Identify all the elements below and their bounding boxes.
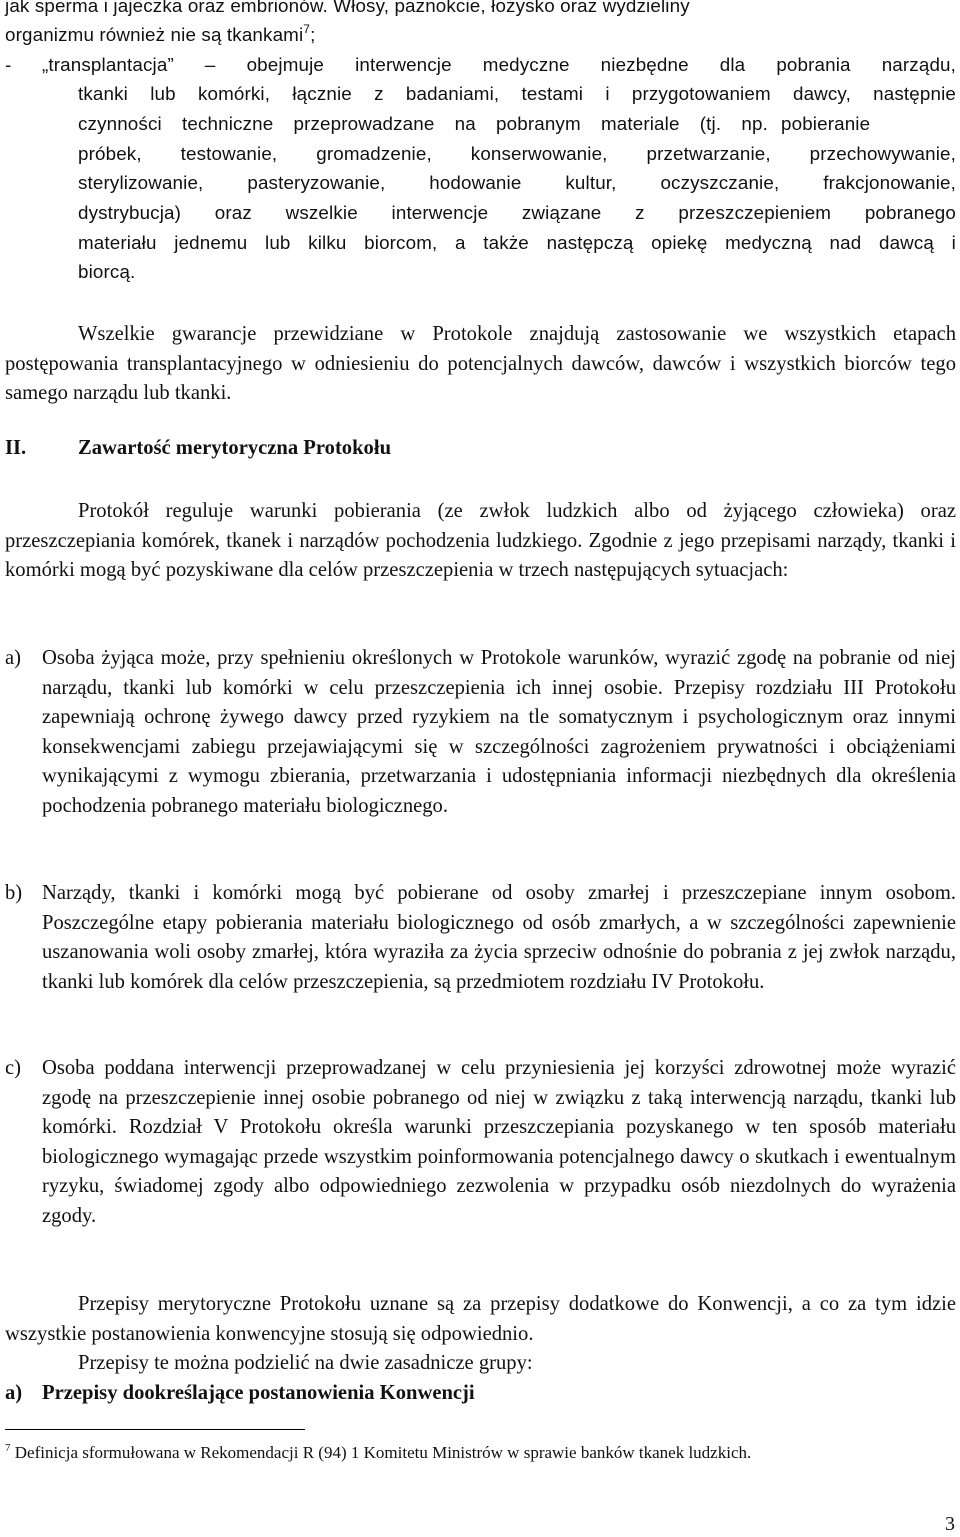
definition-line: materiału jednemu lub kilku biorcom, a także następczą opiekę medyczną nad dawcą i [78,232,956,253]
definition-line: dystrybucja) oraz wszelkie interwencje związane z przeszczepieniem pobranego [78,202,956,223]
section-title: Zawartość merytoryczna Protokołu [78,437,392,459]
case-a-text: Osoba żyjąca może, przy spełnieniu określonych w Protokole warunków, wyrazić zgodę na pobranie od niej narządu, tkanki lub komórki w celu przeszczepienia ich innej osobie. Przepisy rozdziału III Protokołu zapewniają ochronę żywego dawcy przed ryzykiem na tle somatycznym i psychologicznym oraz innymi konsekwencjami zabiegu przejawiającymi się w szczególności zagrożeniem prywatności i obciążeniami wynikającymi z wymogu zbierania, przetwarzania i udostępniania informacji niezbędnych dla określenia pochodzenia pobranego materiału biologicznego. [42,647,956,817]
guarantees-paragraph: Wszelkie gwarancje przewidziane w Protokole znajdują zastosowanie we wszystkich etapach postępowania transplantacyjnego w odniesieniu do potencjalnych dawców, dawców i wszystkich biorców tego samego narządu lub tkanki. [5,323,956,405]
footnote-number: 7 [5,1442,11,1454]
footnote [5,1443,751,1463]
subheading-title: Przepisy dookreślające postanowienia Konwencji [42,1382,475,1404]
section-number: II. [5,437,27,459]
footnote-separator [5,1429,305,1430]
footnote-text: Definicja sformułowana w Rekomendacji R (94) 1 Komitetu Ministrów w sprawie banków tkanek ludzkich. [14,1443,752,1462]
case-a-marker: a) [5,647,21,669]
page-number: 3 [945,1513,955,1535]
case-b-marker: b) [5,882,23,904]
definition-line: próbek, testowanie, gromadzenie, konserwowanie, przetwarzanie, przechowywanie, [78,143,956,164]
definition-line: tkanki lub komórki, łącznie z badaniami, testami i przygotowaniem dawcy, następnie [78,83,956,104]
definition-line: pobieranie [781,113,871,134]
definition-line: biorcą. [78,261,136,282]
subheading-marker: a) [5,1382,23,1404]
division-sentence: Przepisy te można podzielić na dwie zasadnicze grupy: [78,1352,533,1374]
case-c-text: Osoba poddana interwencji przeprowadzanej w celu przyniesienia jej korzyści zdrowotnej może wyrazić zgodę na przeszczepienie innej osobie pobranego od niej w związku z taką interwencją narządu, tkanki lub komórki. Rozdział V Protokołu określa warunki przeszczepiania pozyskanego w ten sposób materiału biologicznego wymagając przede wszystkim poinformowania potencjalnego dawcy o skutkach i ewentualnym ryzyku, świadomej zgody albo odpowiedniego zezwolenia w przypadku osób niezdolnych do wyrażenia zgody. [42,1057,956,1227]
intro-paragraph: Protokół reguluje warunki pobierania (ze zwłok ludzkich albo od żyjącego człowieka) oraz przeszczepiania komórek, tkanek i narządów pochodzenia ludzkiego. Zgodnie z jego przepisami narządy, tkanki i komórki mogą być pozyskiwane dla celów przeszczepienia w trzech następujących sytuacjach: [5,500,956,582]
dash-marker: - [5,54,12,75]
definition-line: sterylizowanie, pasteryzowanie, hodowanie kultur, oczyszczanie, frakcjonowanie, [78,172,956,193]
additional-paragraph: Przepisy merytoryczne Protokołu uznane są za przepisy dodatkowe do Konwencji, a co za tym idzie wszystkie postanowienia konwencyjne stosują się odpowiednio. [5,1293,956,1345]
definition-line: czynności techniczne przeprowadzane na pobranym materiale (tj. np. [78,113,768,134]
continued-line: organizmu również nie są tkankami$^7$; [5,22,316,45]
continued-line: jak sperma i jajeczka oraz embrionów. Włosy, paznokcie, łożysko oraz wydzieliny [5,0,690,16]
case-c-marker: c) [5,1057,21,1079]
case-b-text: Narządy, tkanki i komórki mogą być pobierane od osoby zmarłej i przeszczepiane innym osobom. Poszczególne etapy pobierania materiału biologicznego od osób zmarłych, a w szczególności zapewnienie uszanowania woli osoby zmarłej, która wyraziła za życia sprzeciw odnośnie do pobrania z jej zwłok narządu, tkanki lub komórek dla celów przeszczepienia, są przedmiotem rozdziału IV Protokołu. [42,882,956,993]
footnote-ref: 7 [303,22,311,36]
definition-line: „transplantacja” – obejmuje interwencje medyczne niezbędne dla pobrania narządu, [42,54,956,75]
